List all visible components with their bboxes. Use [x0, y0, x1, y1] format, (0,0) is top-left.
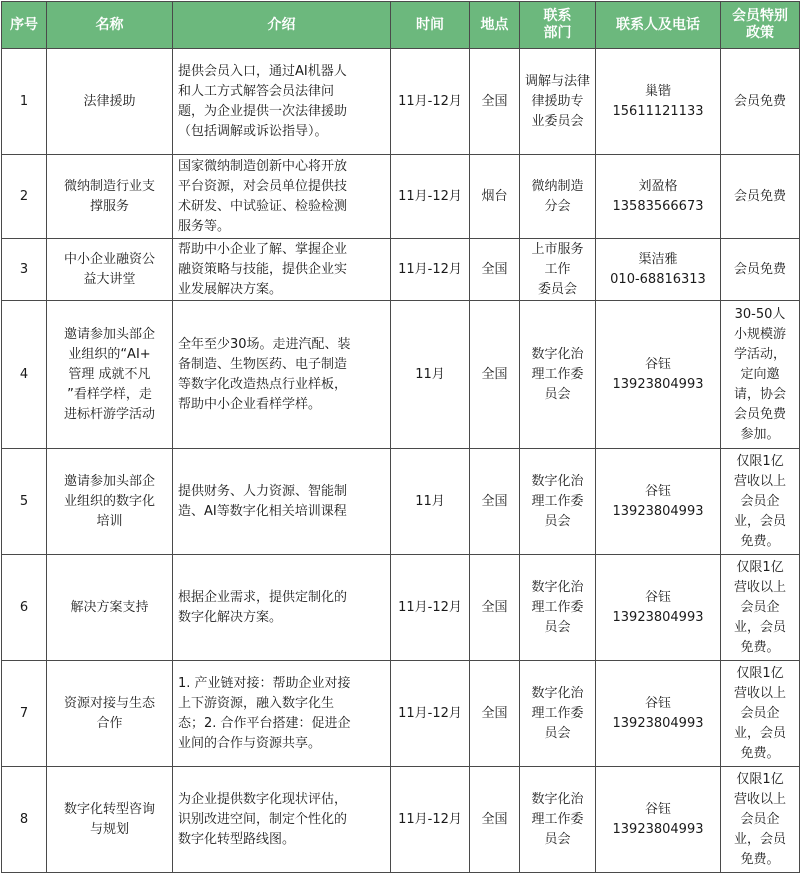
policy-line: 会员免费 — [733, 188, 786, 204]
cell-no: 6 — [2, 555, 47, 661]
cell-time: 11月 — [391, 449, 470, 555]
cell-time: 11月-12月 — [391, 155, 470, 239]
name-line: 管理 成就不凡 — [68, 366, 151, 382]
cell-contact — [596, 449, 721, 555]
policy-line: 会员企 — [740, 811, 780, 827]
name-line: ”看样学样，走 — [67, 386, 152, 402]
policy-line: 仅限1亿 — [736, 665, 784, 681]
contact-line: 13923804993 — [612, 715, 704, 731]
name-line: 业组织的“AI+ — [68, 346, 151, 362]
cell-contact — [596, 155, 721, 239]
policy-line: 定向邀 — [740, 366, 780, 382]
contact-line: 13923804993 — [612, 503, 704, 519]
cell-policy — [721, 555, 800, 661]
dept-line: 工作 — [544, 261, 571, 277]
cell-no: 7 — [2, 661, 47, 767]
dept-line: 理工作委 — [531, 493, 584, 509]
policy-line: 业，会员 — [733, 831, 786, 847]
dept-line: 员会 — [544, 831, 571, 847]
contact-line: 13923804993 — [612, 609, 704, 625]
dept-line: 分会 — [544, 198, 571, 214]
header-intro: 介绍 — [173, 2, 391, 49]
cell-contact — [596, 301, 721, 449]
table-row — [2, 555, 800, 661]
intro-line: 造、AI等数字化相关培训课程 — [178, 503, 347, 519]
table-row — [2, 767, 800, 873]
dept-line: 微纳制造 — [531, 178, 584, 194]
cell-intro — [173, 661, 391, 767]
cell-contact — [596, 767, 721, 873]
policy-line: 营收以上 — [733, 791, 786, 807]
dept-line: 委员会 — [537, 281, 577, 297]
dept-line: 上市服务 — [531, 241, 584, 257]
cell-place: 全国 — [470, 767, 520, 873]
dept-line: 业委员会 — [531, 113, 584, 129]
cell-policy — [721, 449, 800, 555]
contact-line: 13923804993 — [612, 821, 704, 837]
name-line: 业组织的数字化 — [63, 493, 155, 509]
intro-line: 上下游资源，融入数字化生 — [178, 695, 335, 711]
contact-line: 谷钰 — [644, 695, 671, 711]
cell-dept — [520, 555, 596, 661]
intro-line: 国家微纳制造创新中心将开放 — [178, 158, 348, 174]
name-line: 数字化转型咨询 — [63, 801, 155, 817]
intro-line: 业间的合作与资源共享。 — [178, 735, 322, 751]
intro-line: 为企业提供数字化现状评估， — [178, 791, 348, 807]
table-header-row — [2, 2, 800, 49]
dept-line: 数字化治 — [531, 473, 584, 489]
dept-line: 理工作委 — [531, 705, 584, 721]
policy-line: 请，协会 — [733, 386, 786, 402]
cell-dept — [520, 767, 596, 873]
cell-place: 烟台 — [470, 155, 520, 239]
table-row — [2, 301, 800, 449]
cell-intro — [173, 555, 391, 661]
intro-line: 提供会员入口，通过AI机器人 — [178, 63, 347, 79]
policy-line: 营收以上 — [733, 685, 786, 701]
table-row — [2, 155, 800, 239]
cell-policy — [721, 49, 800, 155]
cell-name — [47, 239, 173, 301]
intro-line: 平台资源，对会员单位提供技 — [178, 178, 348, 194]
name-line: 培训 — [96, 513, 123, 529]
dept-line: 员会 — [544, 513, 571, 529]
dept-line: 员会 — [544, 619, 571, 635]
name-line: 撑服务 — [89, 198, 129, 214]
cell-place: 全国 — [470, 49, 520, 155]
table-row — [2, 49, 800, 155]
cell-intro — [173, 49, 391, 155]
intro-line: （包括调解或诉讼指导）。 — [178, 123, 328, 139]
contact-line: 谷钰 — [644, 483, 671, 499]
policy-line: 营收以上 — [733, 579, 786, 595]
name-line: 邀请参加头部企 — [63, 326, 155, 342]
dept-line: 员会 — [544, 725, 571, 741]
dept-line: 理工作委 — [531, 366, 584, 382]
intro-line: 术研发、中试验证、检验检测 — [178, 198, 348, 214]
contact-line: 巢锴 — [644, 83, 671, 99]
policy-line: 免费。 — [740, 851, 780, 867]
intro-line: 数字化解决方案。 — [178, 609, 283, 625]
cell-no: 3 — [2, 239, 47, 301]
cell-contact — [596, 555, 721, 661]
policy-line: 小规模游 — [733, 326, 786, 342]
intro-line: 根据企业需求，提供定制化的 — [178, 589, 348, 605]
policy-line: 会员企 — [740, 599, 780, 615]
dept-line: 理工作委 — [531, 599, 584, 615]
cell-name — [47, 555, 173, 661]
policy-line: 参加。 — [740, 426, 780, 442]
contact-line: 010-68816313 — [610, 271, 706, 287]
header-time: 时间 — [391, 2, 470, 49]
contact-line: 13923804993 — [612, 376, 704, 392]
cell-name — [47, 661, 173, 767]
intro-line: 等数字化改造热点行业样板， — [178, 376, 348, 392]
intro-line: 业发展解决方案。 — [178, 281, 283, 297]
intro-line: 数字化转型路线图。 — [178, 831, 296, 847]
name-line: 微纳制造行业支 — [63, 178, 155, 194]
cell-place: 全国 — [470, 239, 520, 301]
header-contact: 联系人及电话 — [596, 2, 721, 49]
cell-place: 全国 — [470, 661, 520, 767]
intro-line: 全年至少30场。走进汽配、装 — [178, 336, 351, 352]
intro-line: 1. 产业链对接：帮助企业对接 — [178, 675, 351, 691]
table-row — [2, 449, 800, 555]
header-no: 序号 — [2, 2, 47, 49]
name-line: 解决方案支持 — [70, 599, 149, 615]
policy-line: 会员免费 — [733, 261, 786, 277]
cell-intro — [173, 767, 391, 873]
intro-line: 和人工方式解答会员法律问 — [178, 83, 335, 99]
policy-line: 会员企 — [740, 705, 780, 721]
intro-line: 融资策略与技能，提供企业实 — [178, 261, 348, 277]
cell-dept — [520, 449, 596, 555]
cell-intro — [173, 301, 391, 449]
cell-no: 2 — [2, 155, 47, 239]
cell-intro — [173, 155, 391, 239]
cell-contact — [596, 239, 721, 301]
cell-policy — [721, 301, 800, 449]
contact-line: 13583566673 — [612, 198, 704, 214]
policy-line: 免费。 — [740, 639, 780, 655]
dept-line: 理工作委 — [531, 811, 584, 827]
intro-line: 态；2. 合作平台搭建：促进企 — [178, 715, 351, 731]
cell-contact — [596, 49, 721, 155]
intro-line: 识别改进空间，制定个性化的 — [178, 811, 348, 827]
cell-dept — [520, 301, 596, 449]
name-line: 与规划 — [89, 821, 129, 837]
cell-time: 11月-12月 — [391, 239, 470, 301]
header-name: 名称 — [47, 2, 173, 49]
policy-line: 30-50人 — [734, 306, 786, 322]
cell-policy — [721, 239, 800, 301]
dept-line: 数字化治 — [531, 685, 584, 701]
header-dept: 联系 部门 — [520, 2, 596, 49]
cell-contact — [596, 661, 721, 767]
intro-line: 帮助中小企业了解、掌握企业 — [178, 241, 348, 257]
policy-line: 业，会员 — [733, 725, 786, 741]
name-line: 合作 — [96, 715, 123, 731]
cell-dept — [520, 49, 596, 155]
cell-intro — [173, 449, 391, 555]
cell-name — [47, 449, 173, 555]
contact-line: 谷钰 — [644, 589, 671, 605]
cell-time: 11月-12月 — [391, 555, 470, 661]
cell-time: 11月-12月 — [391, 661, 470, 767]
cell-policy — [721, 155, 800, 239]
intro-line: 提供财务、人力资源、智能制 — [178, 483, 348, 499]
policy-line: 营收以上 — [733, 473, 786, 489]
policy-line: 业，会员 — [733, 513, 786, 529]
dept-line: 数字化治 — [531, 579, 584, 595]
cell-place: 全国 — [470, 555, 520, 661]
cell-place: 全国 — [470, 301, 520, 449]
contact-line: 谷钰 — [644, 801, 671, 817]
name-line: 邀请参加头部企 — [63, 473, 155, 489]
name-line: 益大讲堂 — [83, 271, 136, 287]
policy-line: 免费。 — [740, 533, 780, 549]
name-line: 资源对接与生态 — [63, 695, 155, 711]
policy-line: 会员免费 — [733, 406, 786, 422]
cell-no: 5 — [2, 449, 47, 555]
cell-dept — [520, 239, 596, 301]
contact-line: 谷钰 — [644, 356, 671, 372]
name-line: 中小企业融资公 — [63, 251, 155, 267]
intro-line: 题，为企业提供一次法律援助 — [178, 103, 348, 119]
policy-line: 会员免费 — [733, 93, 786, 109]
name-line: 法律援助 — [83, 93, 136, 109]
intro-line: 帮助中小企业看样学样。 — [178, 396, 322, 412]
policy-line: 仅限1亿 — [736, 771, 784, 787]
dept-line: 数字化治 — [531, 346, 584, 362]
header-policy: 会员特别 政策 — [721, 2, 800, 49]
cell-dept — [520, 661, 596, 767]
member-services-table — [1, 1, 800, 873]
cell-dept — [520, 155, 596, 239]
dept-line: 调解与法律 — [524, 73, 590, 89]
contact-line: 渠洁雅 — [638, 251, 678, 267]
cell-no: 4 — [2, 301, 47, 449]
cell-intro — [173, 239, 391, 301]
contact-line: 15611121133 — [612, 103, 704, 119]
cell-time: 11月-12月 — [391, 49, 470, 155]
cell-name — [47, 49, 173, 155]
name-line: 进标杆游学活动 — [63, 406, 155, 422]
cell-name — [47, 155, 173, 239]
cell-name — [47, 767, 173, 873]
cell-no: 1 — [2, 49, 47, 155]
intro-line: 备制造、生物医药、电子制造 — [178, 356, 348, 372]
cell-no: 8 — [2, 767, 47, 873]
intro-line: 服务等。 — [178, 218, 231, 234]
policy-line: 会员企 — [740, 493, 780, 509]
policy-line: 仅限1亿 — [736, 453, 784, 469]
cell-policy — [721, 661, 800, 767]
policy-line: 仅限1亿 — [736, 559, 784, 575]
header-place: 地点 — [470, 2, 520, 49]
cell-policy — [721, 767, 800, 873]
policy-line: 免费。 — [740, 745, 780, 761]
cell-name — [47, 301, 173, 449]
table-row — [2, 661, 800, 767]
cell-time: 11月 — [391, 301, 470, 449]
policy-line: 业，会员 — [733, 619, 786, 635]
cell-time: 11月-12月 — [391, 767, 470, 873]
dept-line: 律援助专 — [531, 93, 584, 109]
policy-line: 学活动， — [733, 346, 786, 362]
table-row — [2, 239, 800, 301]
contact-line: 刘盈格 — [638, 178, 678, 194]
dept-line: 员会 — [544, 386, 571, 402]
dept-line: 数字化治 — [531, 791, 584, 807]
cell-place: 全国 — [470, 449, 520, 555]
